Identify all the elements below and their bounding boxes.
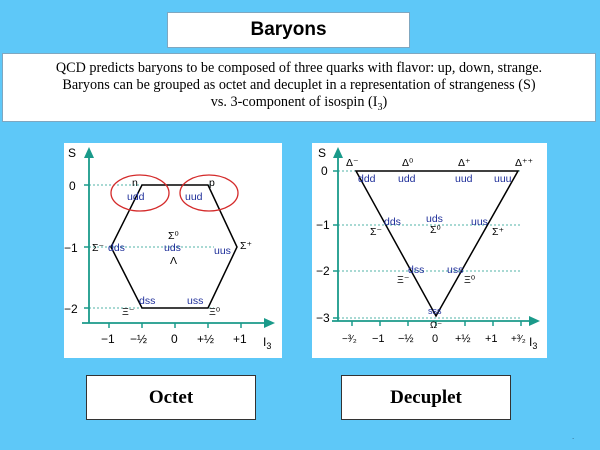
octet-x-tick-label: +½ [197, 332, 215, 346]
decuplet-quark-label: dds [384, 216, 401, 228]
octet-diagram-panel [64, 143, 282, 358]
decuplet-particle-name: Σ⁰ [430, 224, 441, 236]
decuplet-quark-label: uud [455, 173, 473, 185]
decuplet-y-tick-label: −3 [316, 311, 330, 325]
octet-quark-label: uud [185, 191, 203, 203]
octet-particle-name: n [132, 177, 138, 189]
octet-x-tick-label: +1 [233, 332, 247, 346]
decuplet-quark-label: sss [428, 306, 442, 316]
decuplet-y-tick-label: 0 [321, 164, 328, 178]
description-line-2: Baryons can be grouped as octet and decuplet in a representation of strangeness (S) [62, 77, 536, 93]
decuplet-x-axis-arrow-icon [529, 316, 540, 326]
octet-quark-label: uus [214, 245, 231, 257]
decuplet-x-tick-label: +1 [485, 333, 498, 345]
decuplet-particle-name: Δ⁺⁺ [515, 157, 534, 169]
decuplet-particle-name: Ξ⁻ [397, 274, 410, 286]
octet-particle-name: p [209, 177, 215, 189]
decuplet-x-tick-label: −½ [398, 333, 414, 345]
decuplet-quark-label: dss [408, 264, 425, 276]
octet-x-axis-label: $I_3$ [263, 335, 272, 351]
decuplet-x-tick-label: 0 [432, 333, 439, 345]
decuplet-quark-label: uus [471, 216, 488, 228]
octet-particle-name: Σ⁺ [240, 240, 253, 252]
decuplet-diagram-panel [312, 143, 547, 358]
decuplet-y-tick-label: −1 [316, 218, 330, 232]
octet-x-tick-label: 0 [171, 332, 178, 346]
decuplet-y-axis-arrow-icon [333, 147, 343, 158]
octet-y-axis-label: S [68, 146, 77, 160]
octet-particle-name: Ξ⁰ [209, 306, 221, 318]
page-title: Baryons [250, 19, 327, 40]
decuplet-particle-name: Ω⁻ [430, 320, 443, 331]
octet-particle-name: Λ [170, 255, 178, 267]
decuplet-quark-label: uuu [494, 173, 512, 185]
decuplet-particle-name: Δ⁻ [346, 157, 359, 169]
octet-quark-label: dds [108, 242, 125, 254]
decuplet-particle-name: Ξ⁰ [464, 274, 476, 286]
decuplet-quark-label: udd [398, 173, 416, 185]
description-line-1: QCD predicts baryons to be composed of three quarks with flavor: up, down, strange. [55, 60, 543, 76]
decuplet-quark-label: ddd [358, 173, 376, 185]
octet-y-tick-label: −2 [64, 302, 78, 316]
decuplet-particle-name: Δ⁺ [458, 157, 471, 169]
decuplet-x-tick-label: −³⁄₂ [342, 334, 357, 345]
octet-particle-name: Σ⁻ [92, 242, 105, 254]
octet-particle-name: Σ⁰ [168, 230, 179, 242]
decuplet-x-tick-label: +³⁄₂ [511, 334, 526, 345]
decuplet-label-box [341, 375, 511, 420]
octet-label-box [86, 375, 256, 420]
decuplet-particle-name: Σ⁻ [370, 226, 383, 238]
decuplet-particle-name: Δ⁰ [402, 157, 414, 169]
octet-quark-label: dss [139, 295, 156, 307]
octet-diagram [64, 143, 282, 358]
octet-x-tick-label: −1 [101, 332, 115, 346]
octet-label: Octet [148, 386, 194, 408]
footer-mark: . [572, 432, 575, 441]
isospin-subscript: 3 [377, 101, 383, 113]
octet-y-tick-label: −1 [64, 241, 78, 255]
decuplet-y-axis-label: S [318, 146, 327, 160]
octet-particle-name: Ξ⁻ [122, 306, 135, 318]
decuplet-particle-name: Σ⁺ [492, 226, 505, 238]
decuplet-quark-label: uds [426, 213, 443, 225]
title-box [167, 12, 410, 48]
octet-y-tick-label: 0 [69, 179, 76, 193]
octet-x-tick-label: −½ [130, 332, 148, 346]
octet-x-axis-arrow-icon [264, 318, 275, 328]
octet-quark-label: udd [127, 191, 145, 203]
octet-y-axis-arrow-icon [84, 147, 94, 158]
octet-quark-label: uds [164, 242, 181, 254]
decuplet-diagram [312, 143, 547, 358]
decuplet-triangle [356, 171, 518, 316]
decuplet-x-tick-label: −1 [372, 333, 385, 345]
decuplet-quark-label: uss [447, 264, 464, 276]
description-box [2, 53, 596, 122]
decuplet-label: Decuplet [390, 386, 462, 408]
decuplet-x-tick-label: +½ [455, 333, 471, 345]
octet-quark-label: uss [187, 295, 204, 307]
description-line-3: vs. 3-component of isospin $(I_3)$ [210, 94, 388, 113]
decuplet-y-tick-label: −2 [316, 264, 330, 278]
decuplet-x-axis-label: $I_3$ [529, 335, 538, 351]
